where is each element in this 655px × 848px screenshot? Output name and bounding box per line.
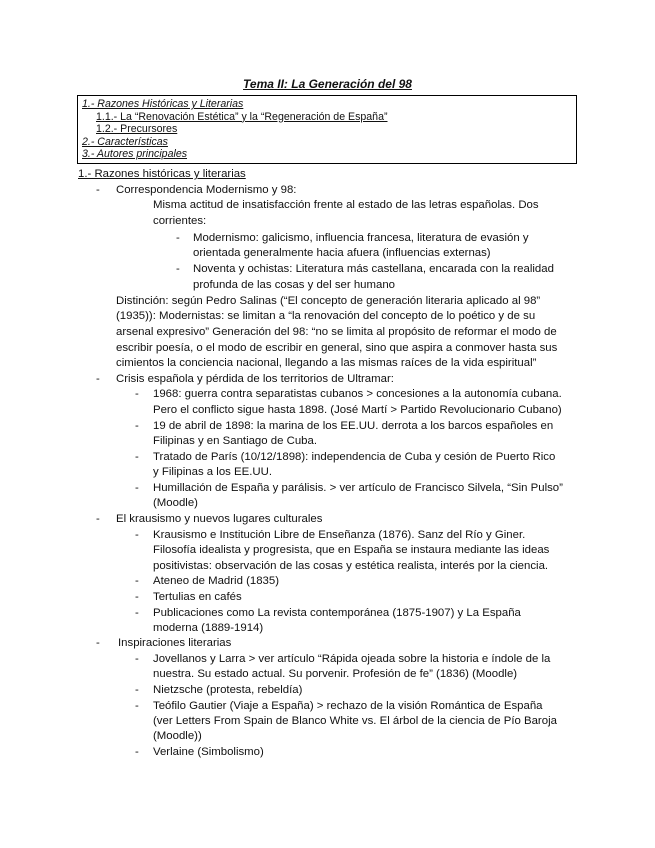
- bullet-krausismo: El krausismo y nuevos lugares culturales: [116, 513, 323, 525]
- text-line: escribir poesía, o el modo de escribir en general, sino que aspira a conmover hasta sus: [116, 342, 558, 354]
- text-line: Modernismo: galicismo, influencia francesa, literatura de evasión y: [193, 232, 529, 244]
- text-line: Tratado de París (10/12/1898): independencia de Cuba y cesión de Puerto Rico: [153, 451, 556, 463]
- text-line: 1968: guerra contra separatistas cubanos > concesiones a la autonomía cubana.: [153, 388, 562, 400]
- bullet-inspiraciones: Inspiraciones literarias: [118, 637, 232, 649]
- text-line: Misma actitud de insatisfacción frente al estado de las letras españolas. Dos: [153, 199, 539, 211]
- toc-item-3[interactable]: 3.- Autores principales: [82, 148, 188, 161]
- text-line: Humillación de España y parálisis. > ver artículo de Francisco Silvela, “Sin Pulso”: [153, 482, 563, 494]
- sub-bullet-marker: -: [135, 653, 139, 665]
- section-heading: 1.- Razones históricas y literarias: [78, 168, 246, 180]
- text-line: corrientes:: [153, 215, 207, 227]
- toc-item-1-2[interactable]: 1.2.- Precursores: [96, 123, 178, 136]
- text-line: Publicaciones como La revista contemporánea (1875-1907) y La España: [153, 607, 521, 619]
- sub-bullet-marker: -: [135, 591, 139, 603]
- text-line: Filosofía idealista y progresista, que en España se instaura mediante las ideas: [153, 544, 550, 556]
- text-line: profunda de las cosas y del ser humano: [193, 279, 395, 291]
- text-line: (ver Letters From Spain de Blanco White vs. El árbol de la ciencia de Pío Baroja: [153, 715, 557, 727]
- sub-bullet-marker: -: [135, 529, 139, 541]
- bullet-marker: -: [96, 637, 100, 649]
- sub-bullet-marker: -: [135, 420, 139, 432]
- sub-bullet-marker: -: [135, 684, 139, 696]
- toc-item-1-1[interactable]: 1.1.- La “Renovación Estética” y la “Regeneración de España”: [96, 110, 388, 123]
- text-line: y Filipinas a los EE.UU.: [153, 466, 273, 478]
- sub-bullet-marker: -: [135, 700, 139, 712]
- text-line: Ateneo de Madrid (1835): [153, 575, 280, 587]
- bullet-crisis: Crisis española y pérdida de los territorios de Ultramar:: [116, 373, 394, 385]
- sub-bullet-marker: -: [176, 263, 180, 275]
- text-line: Distinción: según Pedro Salinas (“El concepto de generación literaria aplicado al 98”: [116, 295, 541, 307]
- text-line: Nietzsche (protesta, rebeldía): [153, 684, 303, 696]
- text-line: positivistas: observación de las cosas y estética realista, interés por la ciencia.: [153, 560, 549, 572]
- document-title: Tema II: La Generación del 98: [243, 77, 412, 91]
- sub-bullet-marker: -: [135, 388, 139, 400]
- text-line: Teófilo Gautier (Viaje a España) > rechazo de la visión Romántica de España: [153, 700, 543, 712]
- text-line: Noventa y ochistas: Literatura más castellana, encarada con la realidad: [193, 263, 554, 275]
- sub-bullet-marker: -: [135, 482, 139, 494]
- toc-item-1[interactable]: 1.- Razones Históricas y Literarias: [82, 98, 244, 110]
- text-line: orientada generalmente hacia afuera (influencias externas): [193, 247, 491, 259]
- text-line: Krausismo e Institución Libre de Enseñanza (1876). Sanz del Río y Giner.: [153, 529, 526, 541]
- bullet-marker: -: [96, 373, 100, 385]
- bullet-marker: -: [96, 184, 100, 196]
- text-line: Verlaine (Simbolismo): [153, 746, 264, 758]
- text-line: (Moodle)): [153, 730, 202, 742]
- text-line: (1935)): Modernistas: se limitan a “la renovación del concepto de lo poético y de su: [116, 310, 536, 322]
- sub-bullet-marker: -: [176, 232, 180, 244]
- text-line: 19 de abril de 1898: la marina de los EE.UU. derrota a los barcos españoles en: [153, 420, 554, 432]
- text-line: (Moodle): [153, 497, 198, 509]
- sub-bullet-marker: -: [135, 575, 139, 587]
- toc-item-2[interactable]: 2.- Características: [82, 135, 168, 148]
- text-line: Jovellanos y Larra > ver artículo “Rápida ojeada sobre la historia e índole de la: [153, 653, 551, 665]
- sub-bullet-marker: -: [135, 451, 139, 463]
- sub-bullet-marker: -: [135, 746, 139, 758]
- text-line: Tertulias en cafés: [153, 591, 242, 603]
- text-line: cimientos la conciencia nacional, llegando a las mismas raíces de la vida espiritual”: [116, 357, 537, 369]
- text-line: Pero el conflicto sigue hasta 1898. (José Martí > Partido Revolucionario Cubano): [153, 404, 562, 416]
- sub-bullet-marker: -: [135, 607, 139, 619]
- table-of-contents: [77, 95, 577, 164]
- bullet-correspondencia: Correspondencia Modernismo y 98:: [116, 184, 297, 196]
- text-line: Filipinas y en Santiago de Cuba.: [153, 435, 318, 447]
- bullet-marker: -: [96, 513, 100, 525]
- text-line: moderna (1889-1914): [153, 622, 264, 634]
- text-line: nuestra. Su estado actual. Su porvenir. Profesión de fe” (1836) (Moodle): [153, 668, 518, 680]
- text-line: arsenal expresivo” Generación del 98: “no se limita al propósito de reformar el modo de: [116, 326, 557, 338]
